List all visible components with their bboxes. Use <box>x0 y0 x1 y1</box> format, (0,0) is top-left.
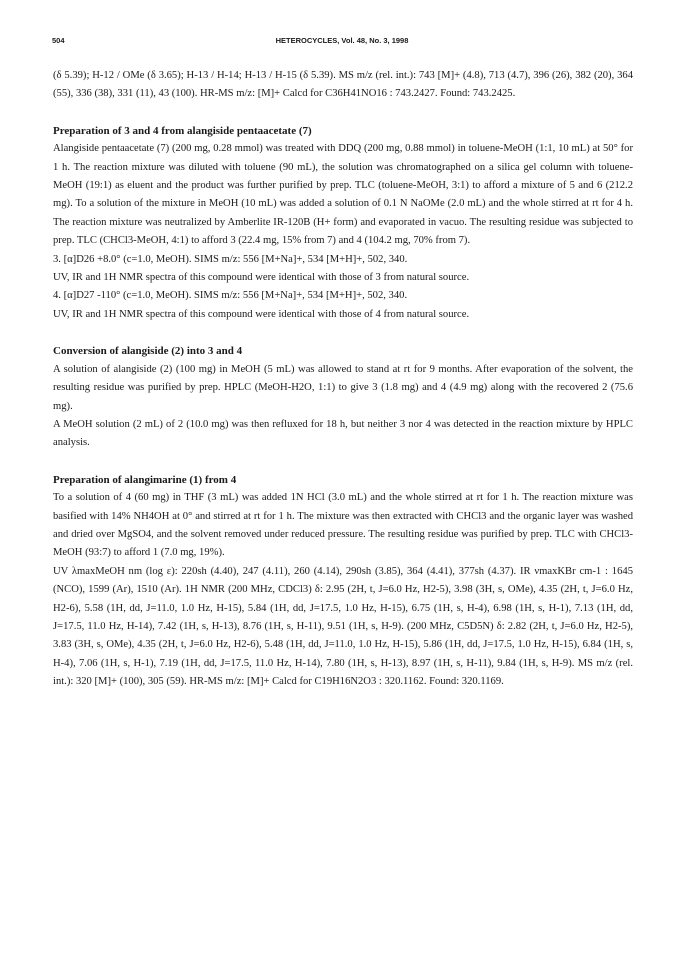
compound-4-note: UV, IR and 1H NMR spectra of this compound were identical with those of 4 from natural source. <box>53 308 470 320</box>
compound-4-data: 4. [α]D27 -110° (c=1.0, MeOH). SIMS m/z: 556 [M+Na]+, 534 [M+H]+, 502, 340. <box>53 290 408 302</box>
compound-3-note: UV, IR and 1H NMR spectra of this compound were identical with those of 3 from natural source. <box>53 272 470 284</box>
conversion-body-2: A MeOH solution (2 mL) of 2 (10.0 mg) was then refluxed for 18 h, but neither 3 nor 4 was detected in the reaction mixture by HPLC analysis. <box>53 418 633 449</box>
intro-paragraph: (δ 5.39); H-12 / OMe (δ 3.65); H-13 / H-14; H-13 / H-15 (δ 5.39). MS m/z (rel. int.): 743 [M]+ (4.8), 713 (4.7), 396 (26), 382 (20), 364 (55), 336 (38), 331 (11), 43 (100). HR-MS m/z: [M]+ Calcd for C36H41NO16 : 743.2427. Found: 743.2425. <box>53 70 633 100</box>
running-header <box>52 36 632 50</box>
alangimarine-spectra <box>53 563 633 692</box>
article-body <box>53 67 633 692</box>
uv-data: UV λmaxMeOH nm (log ε): 220sh (4.40), 247 (4.11), 260 (4.14), 290sh (3.85), 364 (4.41), 377sh (4.37). <box>53 565 517 577</box>
nmr-data: 1H NMR (200 MHz, CDCl3) δ: 2.95 (2H, t, J=6.0 Hz, H2-5), 3.98 (3H, s, OMe), 4.35 (2H, t, J=6.0 Hz, H2-6), 5.58 (1H, dd, J=11.0, 1.0 Hz, H-15), 5.84 (1H, dd, J=17.5, 1.0 Hz, H-15), 6.75 (1H, s, H-4), 6.98 (1H, s, H-1), 7.13 (1H, dd, J=17.5, 11.0 Hz, H-14), 7.42 (1H, s, H-13), 8.76 (1H, s, H-11), 9.51 (1H, s, H-9). (200 MHz, C5D5N) δ: 2.82 (2H, t, J=6.0 Hz, H2-5), 3.83 (3H, s, OMe), 4.35 (2H, t, J=6.0 Hz, H2-6), 5.48 (1H, dd, J=11.0, 1.0 Hz, H-15), 5.86 (1H, dd, J=17.5, 1.0 Hz, H-15), 6.84 (1H, s, H-4), 7.06 (1H, s, H-1), 7.19 (1H, dd, J=17.5, 11.0 Hz, H-14), 7.80 (1H, s, H-13), 8.97 (1H, s, H-11), 9.84 (1H, s, H-9). MS m/z (rel. int.): 320 [M]+ (100), 305 (59). HR-MS m/z: [M]+ Calcd for C19H16N2O3 : 320.1162. Found: 320.1169. <box>53 584 633 688</box>
section-title-alangimarine: Preparation of alangimarine (1) from 4 <box>53 473 237 486</box>
alangimarine-body: To a solution of 4 (60 mg) in THF (3 mL) was added 1N HCl (3.0 mL) and the whole stirred at rt for 1 h. The reaction mixture was basified with 14% NH4OH at 0° and stirred at rt for 1 h. The mixture was then extracted with CHCl3 and the organic layer was washed and dried over MgSO4, and the solvent removed under reduced pressure. The resulting residue was purified by prep. TLC with CHCl3-MeOH (93:7) to afford 1 (7.0 mg, 19%). <box>53 492 633 559</box>
compound-3-data: 3. [α]D26 +8.0° (c=1.0, MeOH). SIMS m/z: 556 [M+Na]+, 534 [M+H]+, 502, 340. <box>53 253 408 265</box>
prep34-body: Alangiside pentaacetate (7) (200 mg, 0.28 mmol) was treated with DDQ (200 mg, 0.88 mmol) in toluene-MeOH (1:1, 10 mL) at 50° for 1 h. The reaction mixture was diluted with toluene (90 mL), the solution was chromatographed on a silica gel column with toluene-MeOH (19:1) as eluent and the product was further purified by prep. TLC (toluene-MeOH, 3:1) to afford a mixture of 5 and 6 (212.2 mg). To a solution of the mixture in MeOH (10 mL) was added a solution of 0.1 N NaOMe (2.0 mL) and the whole stirred at rt for 4 h. The reaction mixture was neutralized by Amberlite IR-120B (H+ form) and evaporated in vacuo. The resulting residue was subjected to prep. TLC (CHCl3-MeOH, 4:1) to afford 3 (22.4 mg, 15% from 7) and 4 (104.2 mg, 70% from 7). <box>53 143 633 247</box>
journal-citation: HETEROCYCLES, Vol. 48, No. 3, 1998 <box>275 36 409 45</box>
section-title-prep34: Preparation of 3 and 4 from alangiside pentaacetate (7) <box>53 124 312 137</box>
ir-data: IR νmaxKBr cm-1 : 1645 (NCO), 1599 (Ar), 1510 (Ar). <box>53 565 633 596</box>
conversion-body-1: A solution of alangiside (2) (100 mg) in MeOH (5 mL) was allowed to stand at rt for 9 months. After evaporation of the solvent, the resulting residue was purified by prep. HPLC (MeOH-H2O, 1:1) to give 3 (1.8 mg) and 4 (4.9 mg) along with the recovered 2 (75.6 mg). <box>53 363 633 412</box>
section-title-conversion: Conversion of alangiside (2) into 3 and 4 <box>53 345 243 358</box>
page-number: 504 <box>52 36 65 45</box>
